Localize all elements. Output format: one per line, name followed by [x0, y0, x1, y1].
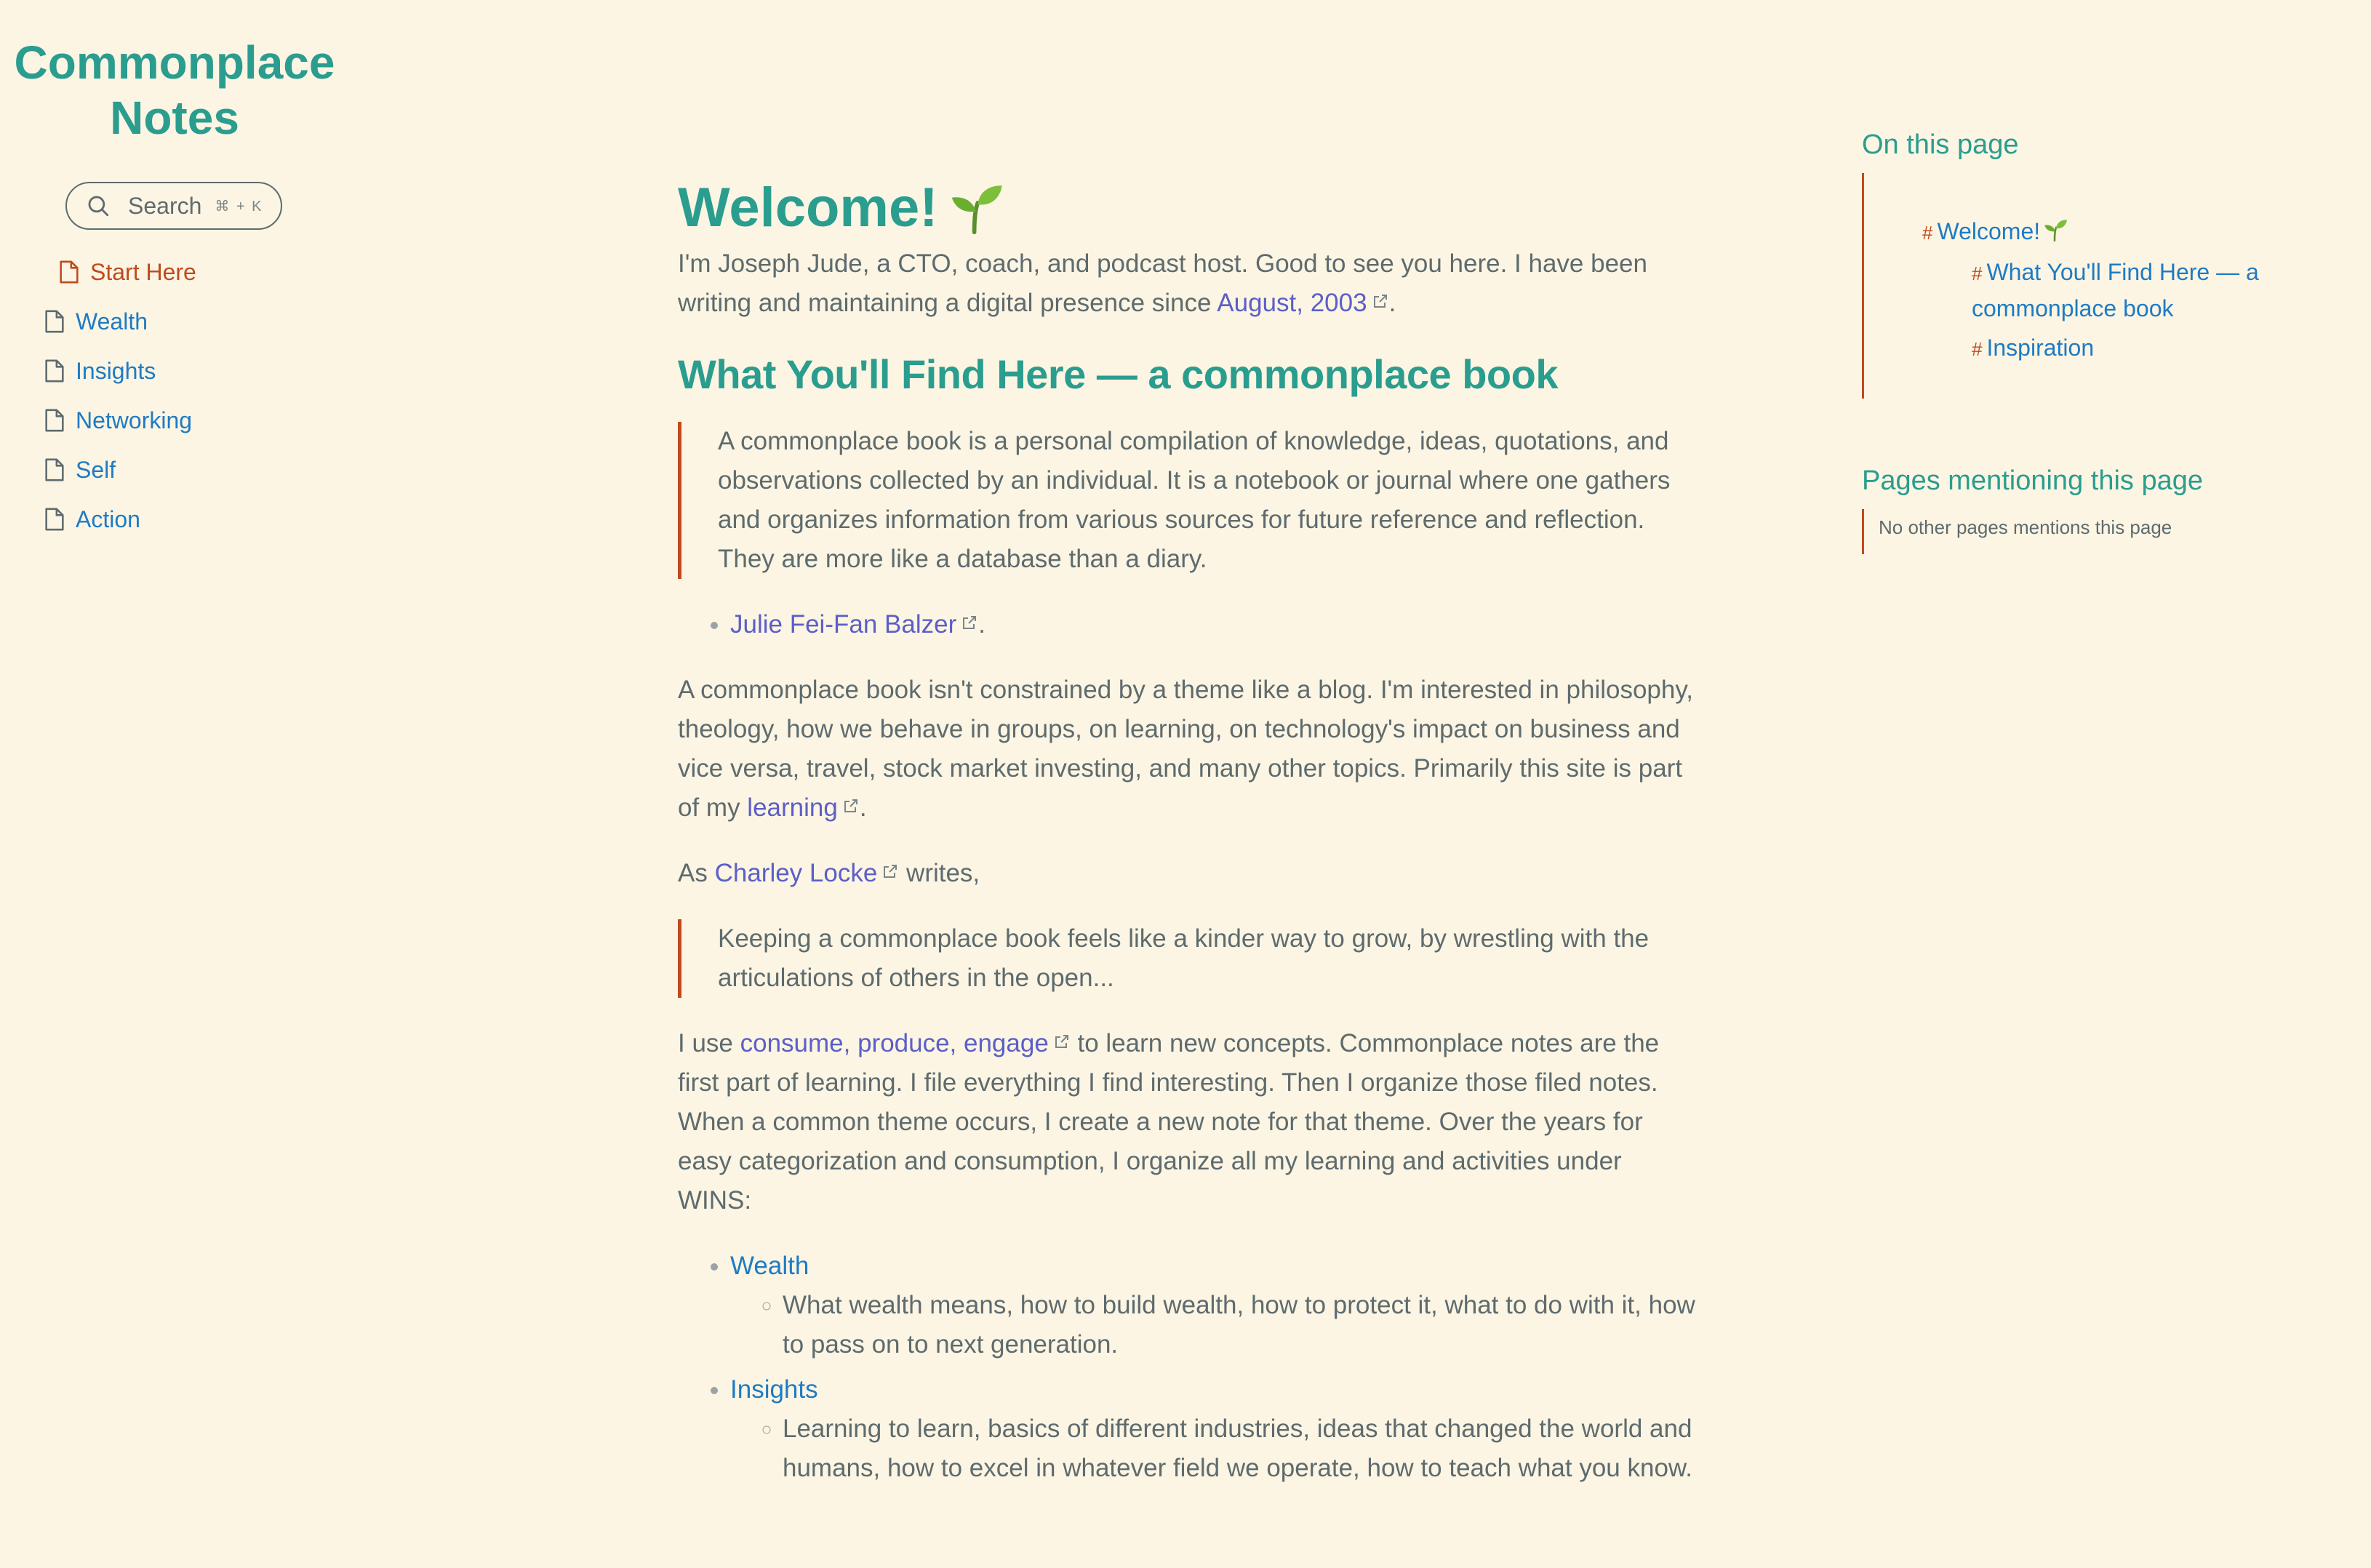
- intro-text: I'm Joseph Jude, a CTO, coach, and podcast host. Good to see you here. I have been writing and maintaining a digital presence since: [678, 249, 1647, 317]
- page-icon: [44, 457, 65, 482]
- external-link-consume-produce-engage[interactable]: [740, 1029, 1071, 1057]
- page-icon: [44, 507, 65, 532]
- sprout-emoji-icon: [948, 180, 1004, 236]
- hash-icon: #: [1922, 222, 1933, 244]
- page-icon: [58, 260, 80, 284]
- text-fragment: I use: [678, 1029, 740, 1057]
- external-link-icon: [842, 797, 860, 815]
- external-link-learning[interactable]: [747, 793, 860, 822]
- quote-definition: A commonplace book is a personal compilation of knowledge, ideas, quotations, and observations collected by an individual. It is a notebook or journal where one gathers and organizes information from various sources for future reference and reflection. They are more like a database than a diary.: [678, 422, 1696, 579]
- page-icon: [44, 408, 65, 433]
- external-link-icon: [881, 863, 899, 880]
- charley-locke-paragraph: [678, 854, 1696, 893]
- external-link-icon: [961, 614, 978, 631]
- learning-paragraph: [678, 1024, 1696, 1220]
- text-fragment: to learn new concepts. Commonplace notes are the first part of learning. I file everything I find interesting. Then I organize those filed notes. When a common theme occurs, I create a new note for that theme. Over the years for easy categorization and consumption, I organize all my learning and activities under WINS:: [678, 1029, 1660, 1215]
- toc-item-label: What You'll Find Here — a commonplace book: [1972, 259, 2259, 321]
- link-label: learning: [747, 793, 838, 822]
- sidebar-item-label: Action: [76, 505, 140, 532]
- list-item: • Julie Fei-Fan Balzer .: [730, 605, 1696, 644]
- sidebar-item-action[interactable]: [44, 495, 196, 544]
- interests-text: A commonplace book isn't constrained by a theme like a blog. I'm interested in philosophy, theology, how we behave in groups, on learning, on technology's impact on business and vice versa, travel, stock market investing, and many other topics. Primarily this site is part of my: [678, 676, 1693, 822]
- text-fragment: writes,: [899, 859, 980, 887]
- site-title-line-2: Notes: [110, 92, 239, 144]
- link-insights[interactable]: Insights: [730, 1375, 818, 1404]
- sub-list: [730, 1286, 1696, 1364]
- link-label: consume, produce, engage: [740, 1029, 1049, 1057]
- link-wealth[interactable]: Wealth: [730, 1252, 809, 1280]
- external-link-august-2003[interactable]: [1217, 289, 1388, 317]
- sidebar-item-wealth[interactable]: [44, 297, 196, 346]
- link-label: Julie Fei-Fan Balzer: [730, 610, 957, 639]
- mentions-text: No other pages mentions this page: [1862, 509, 2172, 554]
- sidebar-item-networking[interactable]: [44, 396, 196, 445]
- page-icon: [44, 359, 65, 383]
- sidebar-item-label: Self: [76, 456, 116, 483]
- toc-item-inspiration[interactable]: [1922, 330, 2300, 367]
- external-link-icon: [1053, 1033, 1071, 1050]
- site-title[interactable]: [0, 35, 349, 145]
- mentions-title: Pages mentioning this page: [1862, 465, 2203, 496]
- search-shortcut: ⌘ + K: [215, 198, 263, 215]
- intro-paragraph: I'm Joseph Jude, a CTO, coach, and podcast host. Good to see you here. I have been writing and maintaining a digital presence since August, 2003 .: [678, 249, 1647, 317]
- quote-charley-locke: Keeping a commonplace book feels like a kinder way to grow, by wrestling with the articulations of others in the open...: [678, 919, 1696, 998]
- link-label: Charley Locke: [714, 859, 878, 887]
- sidebar-nav: [44, 247, 196, 544]
- external-link-icon: [1372, 292, 1389, 310]
- sub-list: [730, 1409, 1696, 1488]
- search-button[interactable]: [65, 182, 282, 230]
- external-link-julie-balzer[interactable]: [730, 610, 978, 639]
- hash-icon: #: [1972, 263, 1983, 284]
- wins-list: [678, 1247, 1696, 1488]
- search-icon: [86, 193, 111, 218]
- toc-item-welcome[interactable]: [1922, 214, 2300, 250]
- sidebar-item-label: Wealth: [76, 308, 148, 335]
- sprout-emoji-icon: [2043, 217, 2068, 242]
- list-item: ◦ Learning to learn, basics of different industries, ideas that changed the world and humans, how to excel in whatever field we operate, how to teach what you know.: [783, 1409, 1696, 1488]
- link-label: August, 2003: [1217, 289, 1367, 317]
- sidebar-item-insights[interactable]: [44, 346, 196, 396]
- toc-item-commonplace-book[interactable]: [1922, 255, 2300, 326]
- sidebar-item-label: Networking: [76, 407, 193, 433]
- section-heading-commonplace-book: What You'll Find Here — a commonplace book: [678, 351, 1558, 397]
- table-of-contents: [1862, 173, 2315, 399]
- sidebar-item-start-here[interactable]: [58, 247, 196, 297]
- hash-icon: #: [1972, 338, 1983, 360]
- text-fragment: As: [678, 859, 715, 887]
- list-item: ◦ What wealth means, how to build wealth, how to protect it, what to do with it, how to pass on to next generation.: [783, 1286, 1696, 1364]
- toc-title: On this page: [1862, 129, 2019, 160]
- list-item: [730, 1247, 1696, 1364]
- quote-source-list: [678, 605, 1696, 644]
- page-icon: [44, 309, 65, 334]
- page-title: [678, 172, 1696, 244]
- page-title-text: Welcome!: [678, 177, 938, 239]
- main-content: [678, 172, 1696, 1514]
- list-item: [730, 1370, 1696, 1488]
- sidebar-item-self[interactable]: [44, 445, 196, 495]
- external-link-charley-locke[interactable]: [715, 859, 900, 887]
- sidebar-item-label: Insights: [76, 357, 156, 384]
- toc-item-label: Inspiration: [1986, 335, 2095, 361]
- interests-paragraph: A commonplace book isn't constrained by a theme like a blog. I'm interested in philosophy, theology, how we behave in groups, on learning, on technology's impact on business and vice versa, travel, stock market investing, and many other topics. Primarily this site is part of my learning .: [678, 676, 1693, 822]
- search-placeholder: Search: [128, 192, 202, 219]
- sidebar-item-label: Start Here: [90, 258, 196, 285]
- site-title-line-1: Commonplace: [14, 36, 335, 89]
- toc-item-label: Welcome!: [1937, 218, 2041, 244]
